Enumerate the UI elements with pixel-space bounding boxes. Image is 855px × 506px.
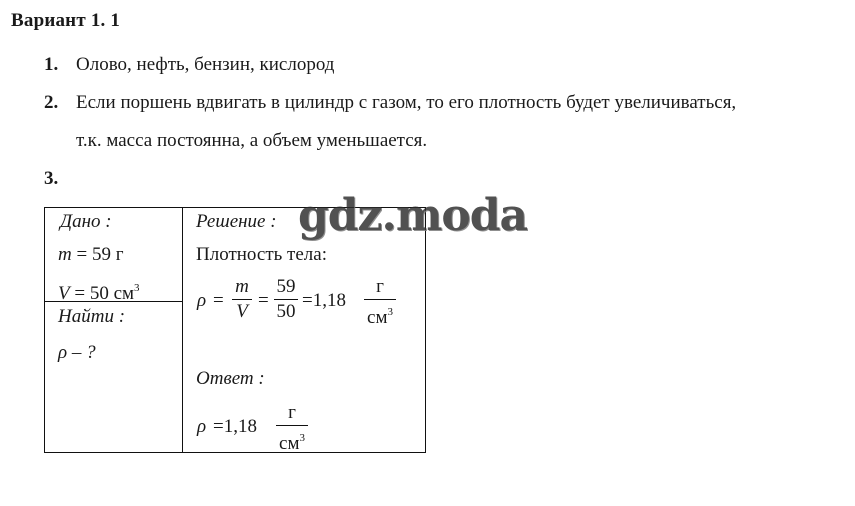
unit-numerator: г — [376, 276, 384, 297]
item-number: 1. — [44, 54, 59, 75]
item-text: Если поршень вдвигать в цилиндр с газом, то его плотность будет увеличиваться, — [76, 92, 737, 113]
fraction-bar — [274, 299, 298, 300]
list-item-3 — [44, 168, 76, 190]
unit-denominator: $см^3$ — [367, 306, 393, 328]
fraction-denominator: 50 — [276, 301, 296, 322]
given-label: Дано : — [60, 211, 112, 232]
watermark-logo: gdz.moda — [298, 190, 528, 241]
solution-line-density: Плотность тела: — [196, 244, 327, 265]
fraction-numerator: m — [235, 276, 249, 297]
equals-sign: = — [258, 290, 269, 311]
unit-denominator: $см^3$ — [279, 432, 305, 454]
answer-label: Ответ : — [196, 368, 265, 389]
rho-symbol: ρ — [197, 290, 207, 311]
answer-unit-fraction — [276, 402, 308, 455]
rho-symbol: ρ — [197, 416, 207, 437]
result-value: =1,18 — [302, 290, 346, 311]
item-text: Олово, нефть, бензин, кислород — [76, 54, 335, 75]
item-number: 3. — [44, 168, 59, 189]
unit-numerator: г — [288, 402, 296, 423]
item-number: 2. — [44, 92, 59, 113]
fraction-59-over-50 — [274, 276, 298, 323]
answer-value: =1,18 — [213, 416, 257, 437]
page-title: Вариант 1. 1 — [11, 10, 121, 31]
find-expression: ρ – ? — [58, 342, 96, 363]
fraction-m-over-v — [232, 276, 252, 323]
item-2-continuation: т.к. масса постоянна, а объем уменьшается. — [76, 130, 428, 151]
fraction-bar — [276, 425, 308, 426]
equals-sign: = — [213, 290, 224, 311]
table-divider-vertical — [182, 207, 183, 453]
find-label: Найти : — [58, 306, 126, 327]
fraction-bar — [364, 299, 396, 300]
given-mass: m = 59 г — [58, 244, 124, 265]
fraction-denominator: V — [236, 301, 248, 322]
given-volume: V = 50 $см^3$ — [58, 282, 140, 304]
list-item-2 — [44, 92, 736, 114]
solution-label: Решение : — [196, 211, 277, 232]
fraction-bar — [232, 299, 252, 300]
unit-fraction — [364, 276, 396, 329]
list-item-1 — [44, 54, 334, 76]
fraction-numerator: 59 — [276, 276, 296, 297]
